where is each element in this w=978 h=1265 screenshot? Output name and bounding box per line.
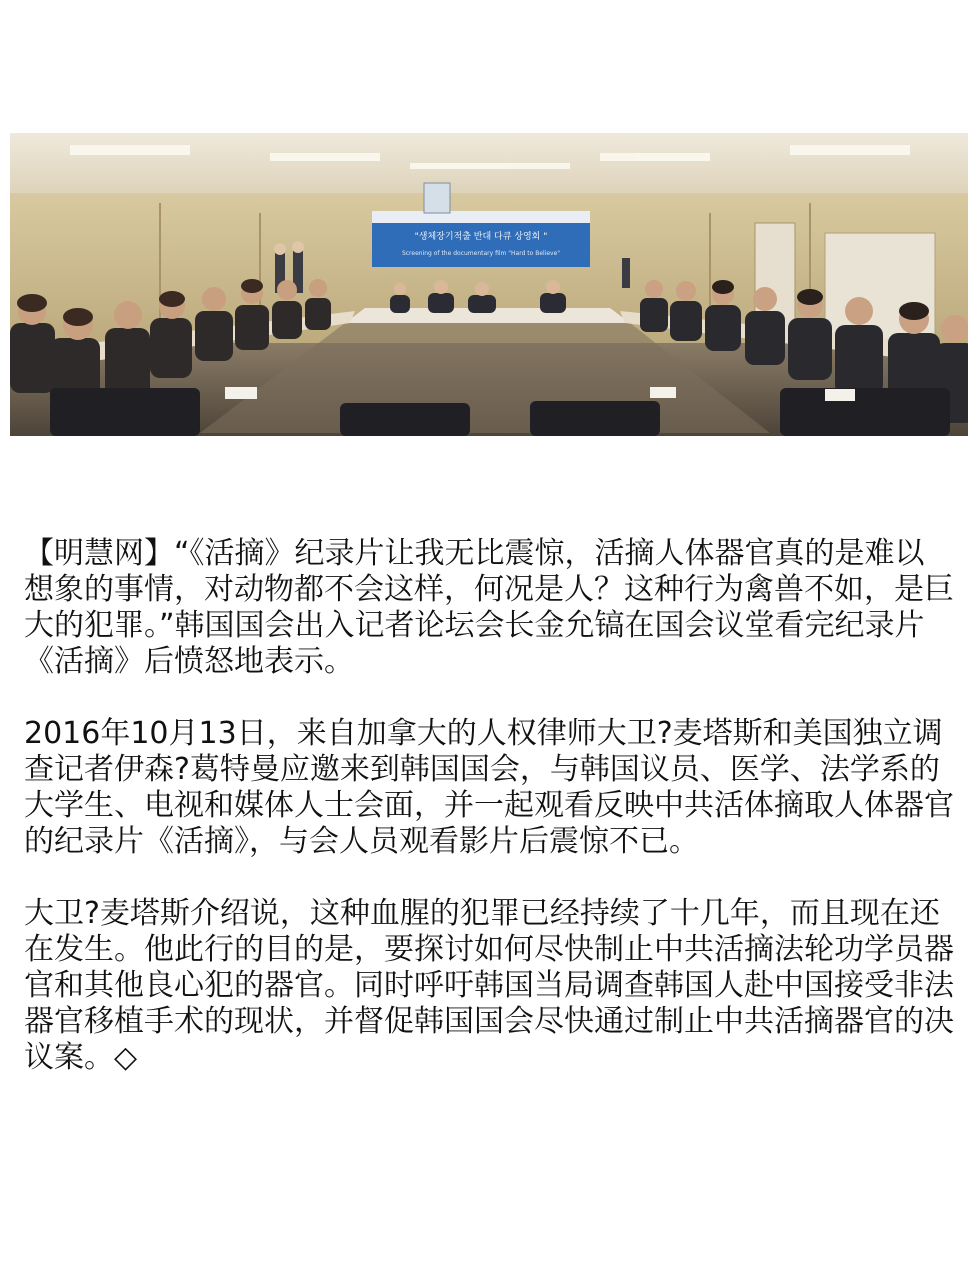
banner-subtitle: Screening of the documentary film "Hard to Believe"	[401, 250, 561, 257]
article-photo	[10, 133, 968, 436]
paragraph-event: 2016年10月13日，来自加拿大的人权律师大卫?麦塔斯和美国独立调查记者伊森?葛特曼应邀来到韩国国会，与韩国议员、医学、法学系的大学生、电视和媒体人士会面，并一起观看反映中共活体摘取人体器官的纪录片《活摘》，与会人员观看影片后震惊不已。	[24, 716, 954, 859]
article-body	[24, 536, 954, 1112]
conference-room-scene	[10, 133, 968, 436]
paragraph-appeal: 大卫?麦塔斯介绍说，这种血腥的犯罪已经持续了十几年，而且现在还在发生。他此行的目的是，要探讨如何尽快制止中共活摘法轮功学员器官和其他良心犯的器官。同时呼吁韩国当局调查韩国人赴中国接受非法器官移植手术的现状，并督促韩国国会尽快通过制止中共活摘器官的决议案。◇	[24, 896, 954, 1075]
banner-title: "생체장기적출 반대 다큐 상영회 "	[414, 232, 548, 242]
paragraph-intro: 【明慧网】“《活摘》纪录片让我无比震惊，活摘人体器官真的是难以想象的事情，对动物都不会这样，何况是人？这种行为禽兽不如，是巨大的犯罪。”韩国国会出入记者论坛会长金允镐在国会议堂看完纪录片《活摘》后愤怒地表示。	[24, 536, 954, 679]
